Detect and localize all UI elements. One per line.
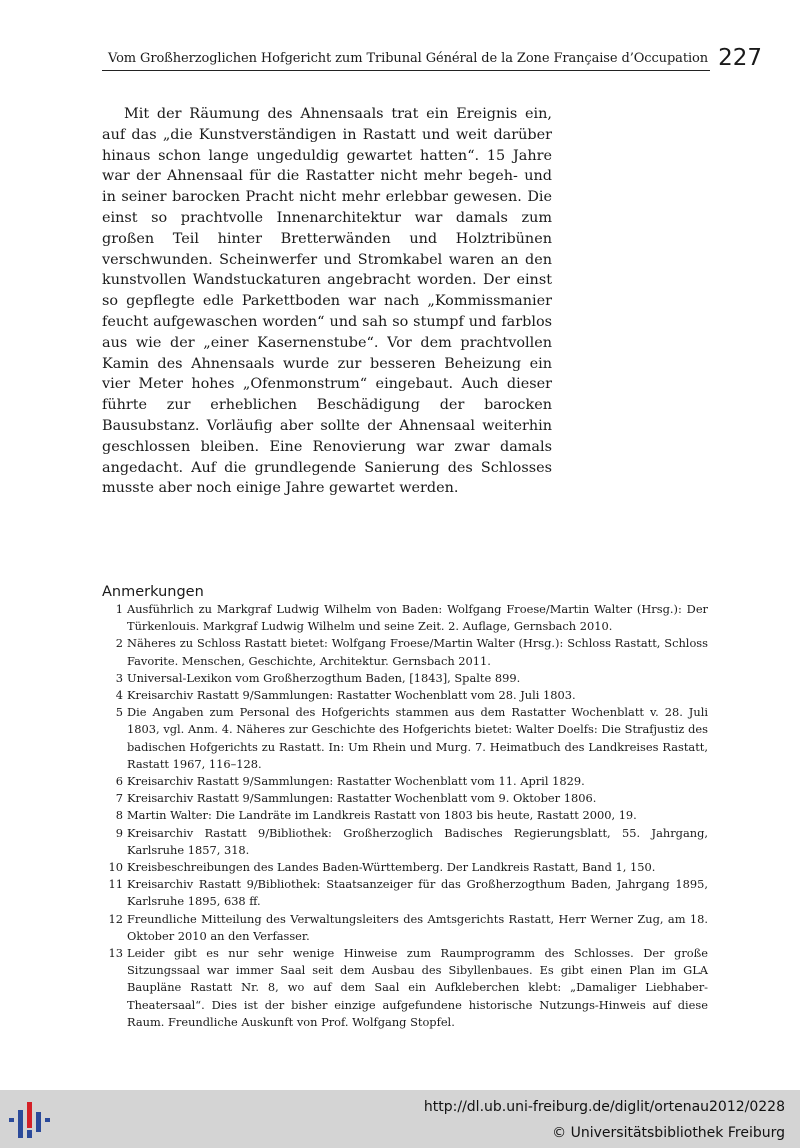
note-item: [102, 859, 708, 876]
note-number: 13: [108, 946, 123, 961]
note-text: Kreisarchiv Rastatt 9/Sammlungen: Rastatter Wochenblatt vom 28. Juli 1803.: [127, 688, 576, 703]
note-item: [102, 704, 708, 773]
note-text: Kreisbeschreibungen des Landes Baden-Württemberg. Der Landkreis Rastatt, Band 1, 150.: [127, 860, 656, 875]
note-item: [102, 601, 708, 635]
note-text: Die Angaben zum Personal des Hofgerichts stammen aus dem Rastatter Wochenblatt v. 28. Juli 1803, vgl. Anm. 4. Näheres zur Geschichte des Hofgerichts bietet: Walter Doelfs: Die Strafjustiz des badischen Hofgerichts zu Rastatt. In: Um Rhein und Murg. 7. Heimatbuch des Landkreises Rastatt, Rastatt 1967, 116–128.: [127, 705, 708, 771]
note-text: Kreisarchiv Rastatt 9/Bibliothek: Großherzoglich Badisches Regierungsblatt, 55. Jahrgang, Karlsruhe 1857, 318.: [127, 825, 708, 857]
note-text: Universal-Lexikon vom Großherzogthum Baden, [1843], Spalte 899.: [127, 670, 521, 685]
note-text: Näheres zu Schloss Rastatt bietet: Wolfgang Froese/Martin Walter (Hrsg.): Schloss Rastatt, Schloss Favorite. Menschen, Geschichte, Architektur. Gernsbach 2011.: [127, 636, 708, 668]
footer-copyright: © Universitätsbibliothek Freiburg: [552, 1125, 785, 1141]
note-text: Kreisarchiv Rastatt 9/Sammlungen: Rastatter Wochenblatt vom 9. Oktober 1806.: [127, 791, 597, 806]
note-number: 5: [115, 705, 123, 720]
note-item: [102, 807, 708, 824]
page-number: 227: [718, 45, 762, 71]
note-text: Ausführlich zu Markgraf Ludwig Wilhelm von Baden: Wolfgang Froese/Martin Walter (Hrsg.): Der Türkenlouis. Markgraf Ludwig Wilhelm und seine Zeit. 2. Auflage, Gernsbach 2010.: [127, 602, 708, 634]
note-item: [102, 911, 708, 945]
note-number: 2: [115, 636, 123, 651]
note-number: 10: [108, 860, 123, 875]
note-text: Kreisarchiv Rastatt 9/Sammlungen: Rastatter Wochenblatt vom 11. April 1829.: [127, 774, 585, 789]
note-number: 1: [115, 602, 123, 616]
body-paragraph: Mit der Räumung des Ahnensaals trat ein Ereignis ein, auf das „die Kunstverständigen in Rastatt und weit darüber hinaus schon lange ungeduldig gewartet hatten“. 15 Jahre war der Ahnensaal für die Rastatter nicht mehr begeh- und in seiner barocken Pracht nicht mehr erlebbar gewesen. Die einst so prachtvolle Innenarchitektur war damals zum großen Teil hinter Bretterwänden und Holztribünen verschwunden. Scheinwerfer und Stromkabel waren an den kunstvollen Wandstuckaturen angebracht worden. Der einst so gepflegte edle Parkettboden war nach „Kommissmanier feucht aufgewaschen worden“ und sah so stumpf und farblos aus wie der „einer Kasernenstube“. Vor dem prachtvollen Kamin des Ahnensaals wurde zur besseren Beheizung ein vier Meter hohes „Ofenmonstrum“ eingebaut. Auch dieser führte zur erheblichen Beschädigung der barocken Bausubstanz. Vorläufig aber sollte der Ahnensaal weiterhin geschlossen bleiben. Eine Renovierung war zwar damals angedacht. Auf die grundlegende Sanierung des Schlosses musste aber noch einige Jahre gewartet werden.: [102, 106, 552, 497]
note-item: [102, 876, 708, 910]
note-number: 9: [115, 825, 123, 840]
body-text: [102, 104, 552, 499]
running-head: Vom Großherzoglichen Hofgericht zum Tribunal Général de la Zone Française d’Occupation: [107, 51, 708, 66]
header-rule: [102, 70, 710, 71]
note-number: 6: [115, 774, 123, 789]
note-text: Leider gibt es nur sehr wenige Hinweise zum Raumprogramm des Schlosses. Der große Sitzungssaal war immer Saal seit dem Ausbau des Sibyllenbaues. Es gibt einen Plan im GLA Baupläne Rastatt Nr. 8, wo auf dem Saal ein Aufkleberchen klebt: „Damaliger Liebhaber-Theatersaal“. Dies ist der bisher einzige aufgefundene historische Nutzungs-Hinweis auf diese Raum. Freundliche Auskunft von Prof. Wolfgang Stopfel.: [127, 946, 708, 1029]
note-number: 7: [115, 791, 123, 806]
note-item: [102, 945, 708, 1031]
footer-bar: [0, 1090, 800, 1148]
note-text: Freundliche Mitteilung des Verwaltungsleiters des Amtsgerichts Rastatt, Herr Werner Zug, am 18. Oktober 2010 an den Verfasser.: [127, 911, 708, 943]
note-number: 12: [108, 911, 123, 926]
notes-list: [102, 601, 708, 1031]
note-item: [102, 773, 708, 790]
note-item: [102, 635, 708, 669]
note-number: 3: [115, 670, 123, 685]
note-number: 4: [115, 688, 123, 703]
note-item: [102, 790, 708, 807]
note-item: [102, 687, 708, 704]
footer-url-link[interactable]: http://dl.ub.uni-freiburg.de/diglit/ortenau2012/0228: [423, 1099, 785, 1115]
note-number: 11: [108, 877, 123, 892]
note-text: Martin Walter: Die Landräte im Landkreis Rastatt von 1803 bis heute, Rastatt 2000, 19.: [127, 808, 637, 823]
note-text: Kreisarchiv Rastatt 9/Bibliothek: Staatsanzeiger für das Großherzogthum Baden, Jahrgang 1895, Karlsruhe 1895, 638 ff.: [127, 877, 708, 909]
note-item: [102, 825, 708, 859]
note-item: [102, 670, 708, 687]
notes-heading: Anmerkungen: [102, 584, 204, 601]
note-number: 8: [115, 808, 123, 823]
ub-freiburg-logo-icon[interactable]: [6, 1098, 52, 1142]
page-header: [102, 47, 762, 77]
